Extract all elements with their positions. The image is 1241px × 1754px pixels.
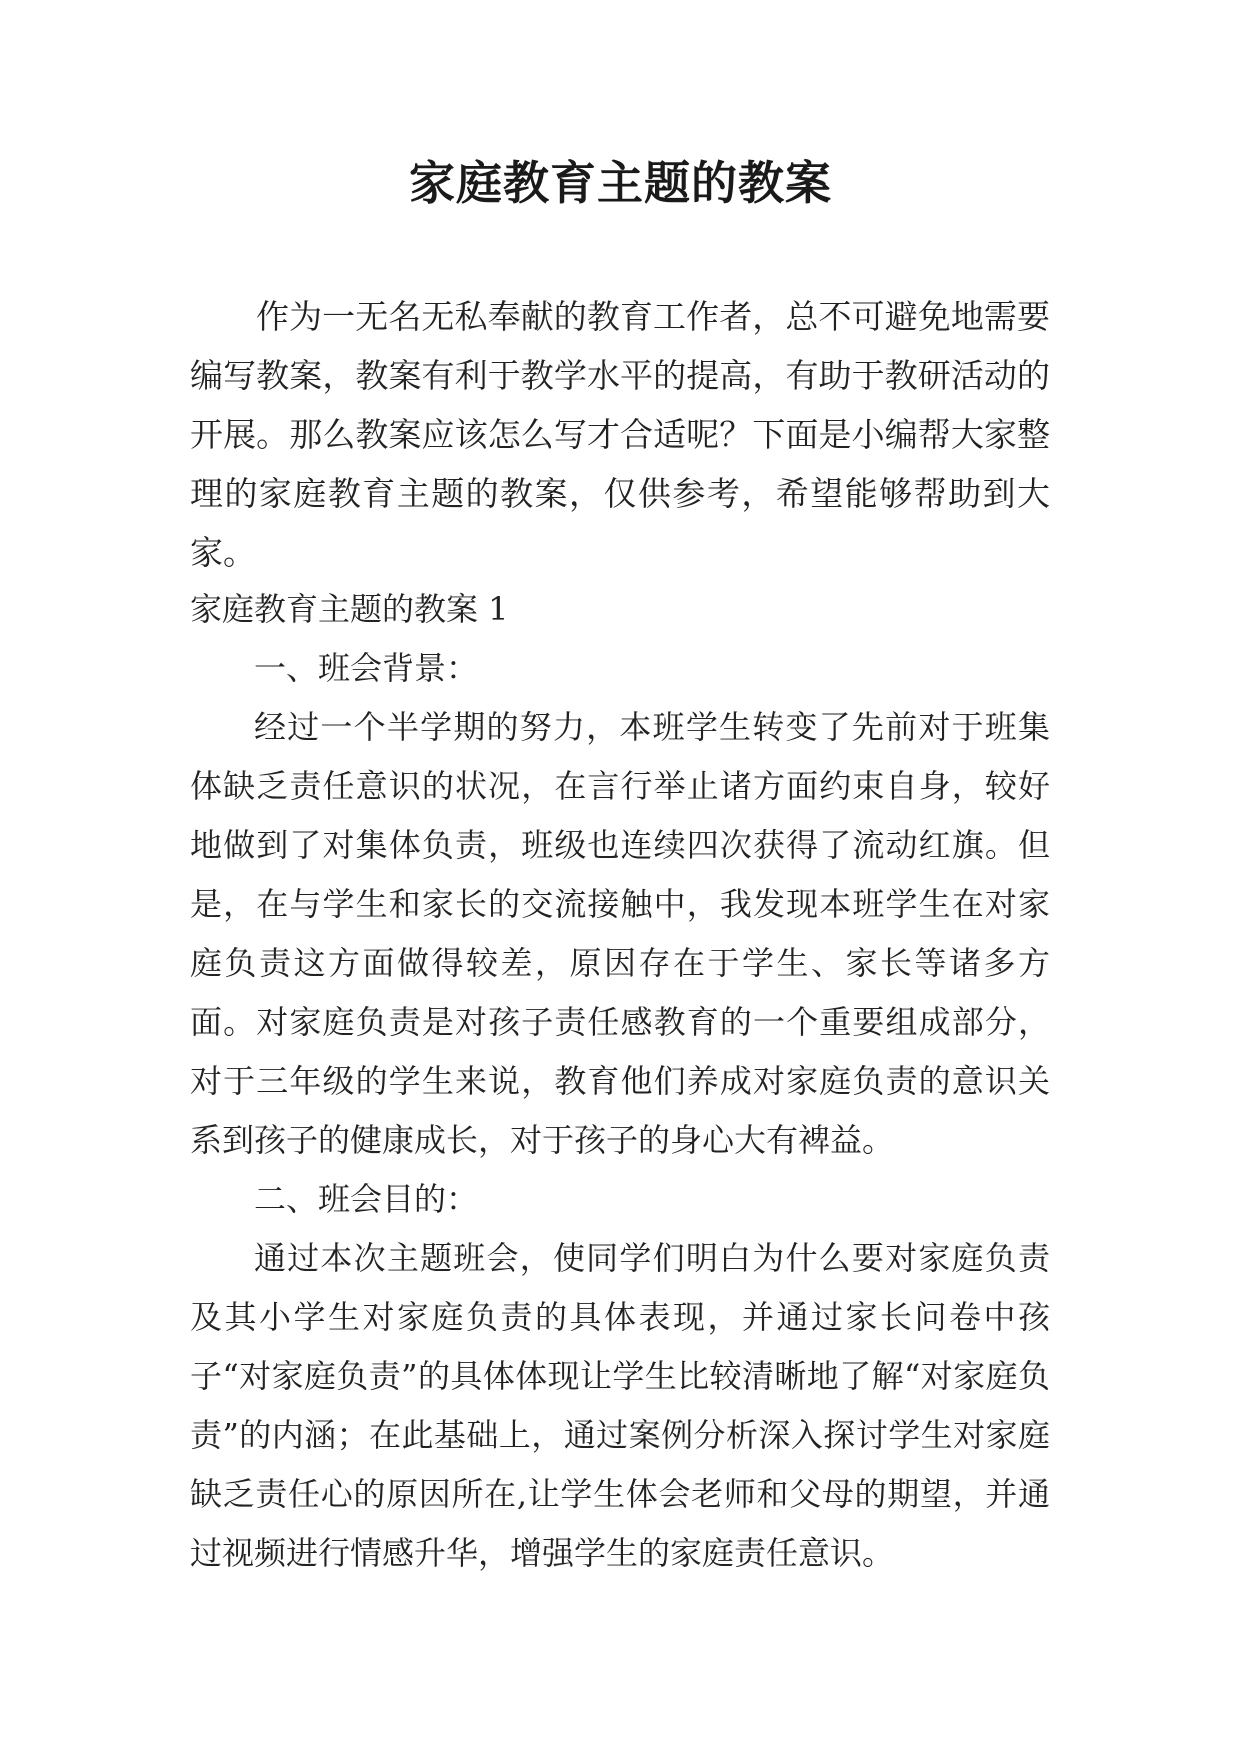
intro-paragraph: 作为一无名无私奉献的教育工作者，总不可避免地需要编写教案，教案有利于教学水平的提高，有助于教研活动的开展。那么教案应该怎么写才合适呢？下面是小编帮大家整理的家庭教育主题的教案，仅供参考，希望能够帮助到大家。 (190, 297, 1050, 572)
paragraph-purpose: 通过本次主题班会，使同学们明白为什么要对家庭负责及其小学生对家庭负责的具体表现，并通过家长问卷中孩子“对家庭负责”的具体体现让学生比较清晰地了解“对家庭负责”的内涵；在此基础上，通过案例分析深入探讨学生对家庭缺乏责任心的原因所在,让学生体会老师和父母的期望，并通过视频进行情感升华，增强学生的家庭责任意识。 (190, 1239, 1050, 1572)
document-title: 家庭教育主题的教案 (409, 156, 832, 210)
content-block (190, 580, 1050, 1583)
intro-block (190, 287, 1050, 582)
section-title: 家庭教育主题的教案 1 (190, 590, 509, 628)
heading-purpose: 二、班会目的： (254, 1180, 479, 1218)
paragraph-background: 经过一个半学期的努力，本班学生转变了先前对于班集体缺乏责任意识的状况，在言行举止诸方面约束自身，较好地做到了对集体负责，班级也连续四次获得了流动红旗。但是，在与学生和家长的交流接触中，我发现本班学生在对家庭负责这方面做得较差，原因存在于学生、家长等诸多方面。对家庭负责是对孩子责任感教育的一个重要组成部分，对于三年级的学生来说，教育他们养成对家庭负责的意识关系到孩子的健康成长，对于孩子的身心大有裨益。 (190, 708, 1050, 1159)
heading-background: 一、班会背景： (254, 649, 479, 687)
